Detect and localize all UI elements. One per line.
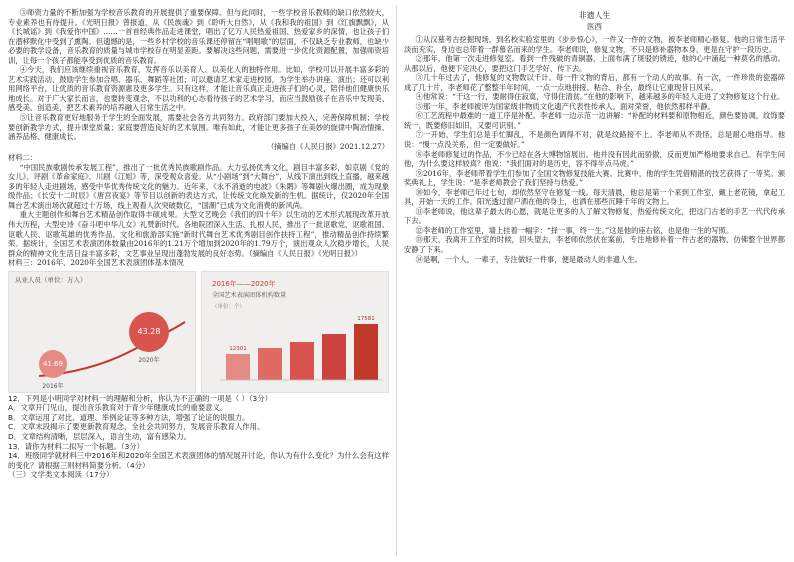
value-label-2016: 41.69	[42, 359, 64, 368]
option-a: A．文章开门见山，提出音乐教育对于青少年健康成长的重要意义。	[8, 403, 228, 413]
article-author: 医西	[587, 22, 602, 31]
article-header	[404, 10, 785, 32]
paragraph: 重大主题创作和舞台艺术精品创作取得丰硕成果。大型文艺晚会《我们的四十年》以生动的艺术形式展现改革开放伟大历程，大型史诗《奋斗吧中华儿女》礼赞新时代。各地院团深入生活、扎根人民，推出了一批讴歌党、讴歌祖国、讴歌人民、讴歌英雄的优秀作品。文化和旅游部实施“新时代舞台艺术优秀剧目创作扶持工程”，推动精品创作持续繁荣。据统计，全国艺术表演团体数量由2016年的1.21万个增加到2020年的1.79万个，演出观众人次稳步增长，人民群众的精神文化生活日益丰富多彩，文艺事业呈现出蓬勃发展的良好态势。（摘编自《人民日报》《光明日报》）	[8, 210, 389, 258]
paragraph: ⑤那一年，李老师被评为国家级非物质文化遗产代表性传承人。面对荣誉，他依然那样平静。	[415, 101, 715, 111]
bar-2016	[226, 354, 250, 380]
charts-row	[8, 271, 389, 391]
chart-organizations	[201, 271, 389, 393]
paragraph: ⑭是啊，一个人，一辈子，专注做好一件事，便是最动人的非遗人生。	[415, 254, 642, 264]
option-d: D．文章结构清晰，层层深入，语言生动，富有感染力。	[8, 431, 192, 441]
column-divider	[396, 6, 397, 556]
paragraph: ③几十年过去了，他修复的文物数以千计。每一件文物的背后，都有一个动人的故事。有一次，一件珍贵的瓷器碎成了几十片，李老师花了整整半年时间，一点一点地拼接、粘合、补全，最终让它重现昔日风采。	[404, 73, 785, 92]
paragraph: ④他常说：“干这一行，要耐得住寂寞，守得住清贫。”在他的影响下，越来越多的年轻人走进了文物修复这个行业。	[415, 92, 785, 102]
value-label-2020: 17581	[357, 315, 375, 322]
paragraph: ⑫李老师的工作室里，墙上挂着一幅字：“择一事，终一生。”这是他的座右铭，也是他一生的写照。	[415, 225, 734, 235]
paragraph: ⑦一开始，学生们总是手忙脚乱，不是颜色调得不对，就是纹路接不上。李老师从不责怪，总是耐心地指导。他说：“慢一点没关系，但一定要做好。”	[404, 130, 785, 150]
paragraph: ①从汉墓考古挖掘现场，到名校实验室里的《步步惊心》，一件又一件的文物，被李老师精心修复。他的日常生活平淡而充实，身边也总带着一群慕名而来的学生。李老师说，修复文物，不只是修补器物本身，更是在守护一段历史。	[404, 35, 785, 54]
source-citation: （摘编自《人民日报》2021.12.27）	[266, 141, 389, 151]
question-14: 14．班级同学就材料三中2016年和2020年全国艺术表演团体的情况展开讨论，你认为有什么变化？为什么会有这样的变化？请根据三则材料简要分析。（4分）	[8, 451, 389, 470]
bar-2017	[258, 348, 282, 380]
chart-employees	[8, 271, 196, 393]
paragraph: ②那年，他第一次走进修复室。看到一件残破的青铜器，上面布满了斑驳的锈迹，他的心中涌起一种莫名的感动。从那以后，他便下定决心，要把这门手艺学好、传下去。	[404, 54, 785, 73]
paragraph: ⑬那天，我离开工作室的时候，回头望去，李老师依然伏在案前，专注地修补着一件古老的器物，仿佛整个世界都安静了下来。	[404, 235, 785, 255]
value-label-2016: 12301	[229, 345, 247, 352]
unit-label: （单位：个）	[212, 303, 246, 310]
bar-2020	[354, 324, 378, 380]
paragraph: ⑨2016年，李老师带着学生们参加了全国文物修复技能大赛。比赛中，他的学生凭借精湛的技艺获得了一等奖。颁奖典礼上，学生说：“是李老师教会了我们坚持与热爱。”	[404, 168, 785, 188]
chart-employees-graphic	[9, 272, 195, 392]
option-c: C．文章末段揭示了要更新教育观念，全社会共同努力，发展音乐教育人作用。	[8, 422, 265, 432]
paragraph: ⑪李老师说，他这辈子最大的心愿，就是让更多的人了解文物修复，热爱传统文化，把这门古老的手艺一代代传承下去。	[404, 206, 785, 226]
option-b: B．文章运用了对比、道理、举例论证等多种方法，增强了论证的说服力。	[8, 412, 250, 422]
question-12: 12．下列是小明同学对材料一的理解和分析，你认为不正确的一项是（ ）（3分）	[8, 393, 273, 403]
chart-title: 2016年——2020年	[212, 279, 276, 288]
paragraph: ③师资力量的不断加强为学校音乐教育的开展提供了重要保障。但与此同时，一些学校音乐教师的缺口依然较大，专业素养也有待提升。《光明日报》曾报道，从《民族魂》到《聆听大自然》，从《我和我的祖国》到《红旗飘飘》，从《长城谣》到《我爱你中国》……一首首经典作品走进课堂，唱出了亿万人民热爱祖国、热爱家乡的深情，也让孩子们在潜移默化中受到了熏陶。但遗憾的是，一些乡村学校的音乐课还停留在“唱唱歌”的层面，不仅缺乏专业教师，也缺少必要的教学设备，音乐教育的质量与城市学校存在明显差距。要解决这些问题，需要进一步优化资源配置，加强师资培训，让每一个孩子都能享受到优质的音乐教育。	[8, 8, 389, 65]
material-label: 材料三：2016年、2020年全国艺术表演团体基本情况	[8, 258, 184, 268]
question-13: 13．请你为材料二拟写一个标题。（3分）	[8, 441, 145, 451]
bar-2019	[322, 334, 346, 380]
chart-organizations-graphic	[202, 272, 388, 392]
chart-title: 从业人员（单位：万人）	[15, 275, 87, 284]
paragraph: ④今天，我们应该继续重视音乐教育，发挥音乐以美育人、以美化人的独特作用。比如，学校可以开展丰富多彩的艺术实践活动，鼓励学生参加合唱、器乐、舞蹈等社团；可以邀请艺术家走进校园，为学生举办讲座、演出；还可以利用网络平台，让优质的音乐教育资源惠及更多学生。只有这样，才能让音乐真正走进孩子们的心灵，陪伴他们健康快乐地成长。对于广大家长而言，也要转变观念，不以功利的心态看待孩子的艺术学习，而应当鼓励孩子在音乐中发现美、感受美、创造美，把艺术素养的培养融入日常生活之中。	[8, 65, 389, 113]
left-column	[8, 8, 389, 480]
value-label-2020: 43.28	[137, 326, 161, 336]
chart-subtitle: 全国艺术表演团体机构数量	[212, 291, 287, 299]
right-column	[404, 8, 785, 264]
bar-2018	[290, 342, 314, 380]
material-label: 材料二：	[8, 153, 38, 163]
article-title: 非遗人生	[578, 11, 611, 20]
paragraph: “中国民族歌剧传承发展工程”，推出了一批优秀民族歌剧作品。大力弘扬优秀文化，剧目丰富多彩，如京剧《党的女儿》、评剧《革命家庭》、川剧《江姐》等，深受观众喜爱。从“小剧场”到“大舞台”，从线下演出到线上直播，越来越多的年轻人走进剧场，感受中华优秀传统文化的魅力。近年来，《永不消逝的电波》《朱鹮》等舞剧火爆出圈，成为现象级作品；《长安十二时辰》《唐宫夜宴》等节目以创新的表达方式，让传统文化焕发新的生机。据统计，仅2020年全国舞台艺术演出场次就超过十万场，线上观看人次突破数亿，“国潮”已成为文化消费的新风尚。	[8, 162, 389, 210]
paragraph: ⑩如今，李老师已年过七旬，却依然坚守在修复一线。每天清晨，他总是第一个来到工作室，戴上老花镜，拿起工具，开始一天的工作。阳光透过窗户洒在他的身上，也洒在那些沉睡千年的文物上。	[404, 187, 785, 207]
section-heading: （三）文学类文本阅读（17分）	[8, 470, 114, 480]
year-label-2016: 2016年	[42, 382, 64, 390]
paragraph: ⑧李老师修复过的作品，不少已经在各大博物馆展出。他并没有因此而骄傲，反而更加严格地要求自己。有学生问他，为什么要这样较真？他说：“我们面对的是历史，容不得半点马虎。”	[404, 149, 785, 169]
paragraph: ⑥工艺流程中最难的一道工序是补配。李老师一边示范一边讲解：“补配的材料要和原物相近，颜色要协调，纹饰要统一，既要修旧如旧，又要可识别。”	[404, 111, 785, 130]
year-label-2020: 2020年	[138, 356, 160, 364]
paragraph: ⑤让音乐教育更好地服务于学生的全面发展，需要社会各方共同努力。政府部门要加大投入，完善保障机制；学校要创新教学方式，提升课堂质量；家庭要营造良好的艺术氛围。唯有如此，才能让更多孩子在美妙的旋律中陶冶情操、涵养品格、健康成长。	[8, 113, 389, 142]
